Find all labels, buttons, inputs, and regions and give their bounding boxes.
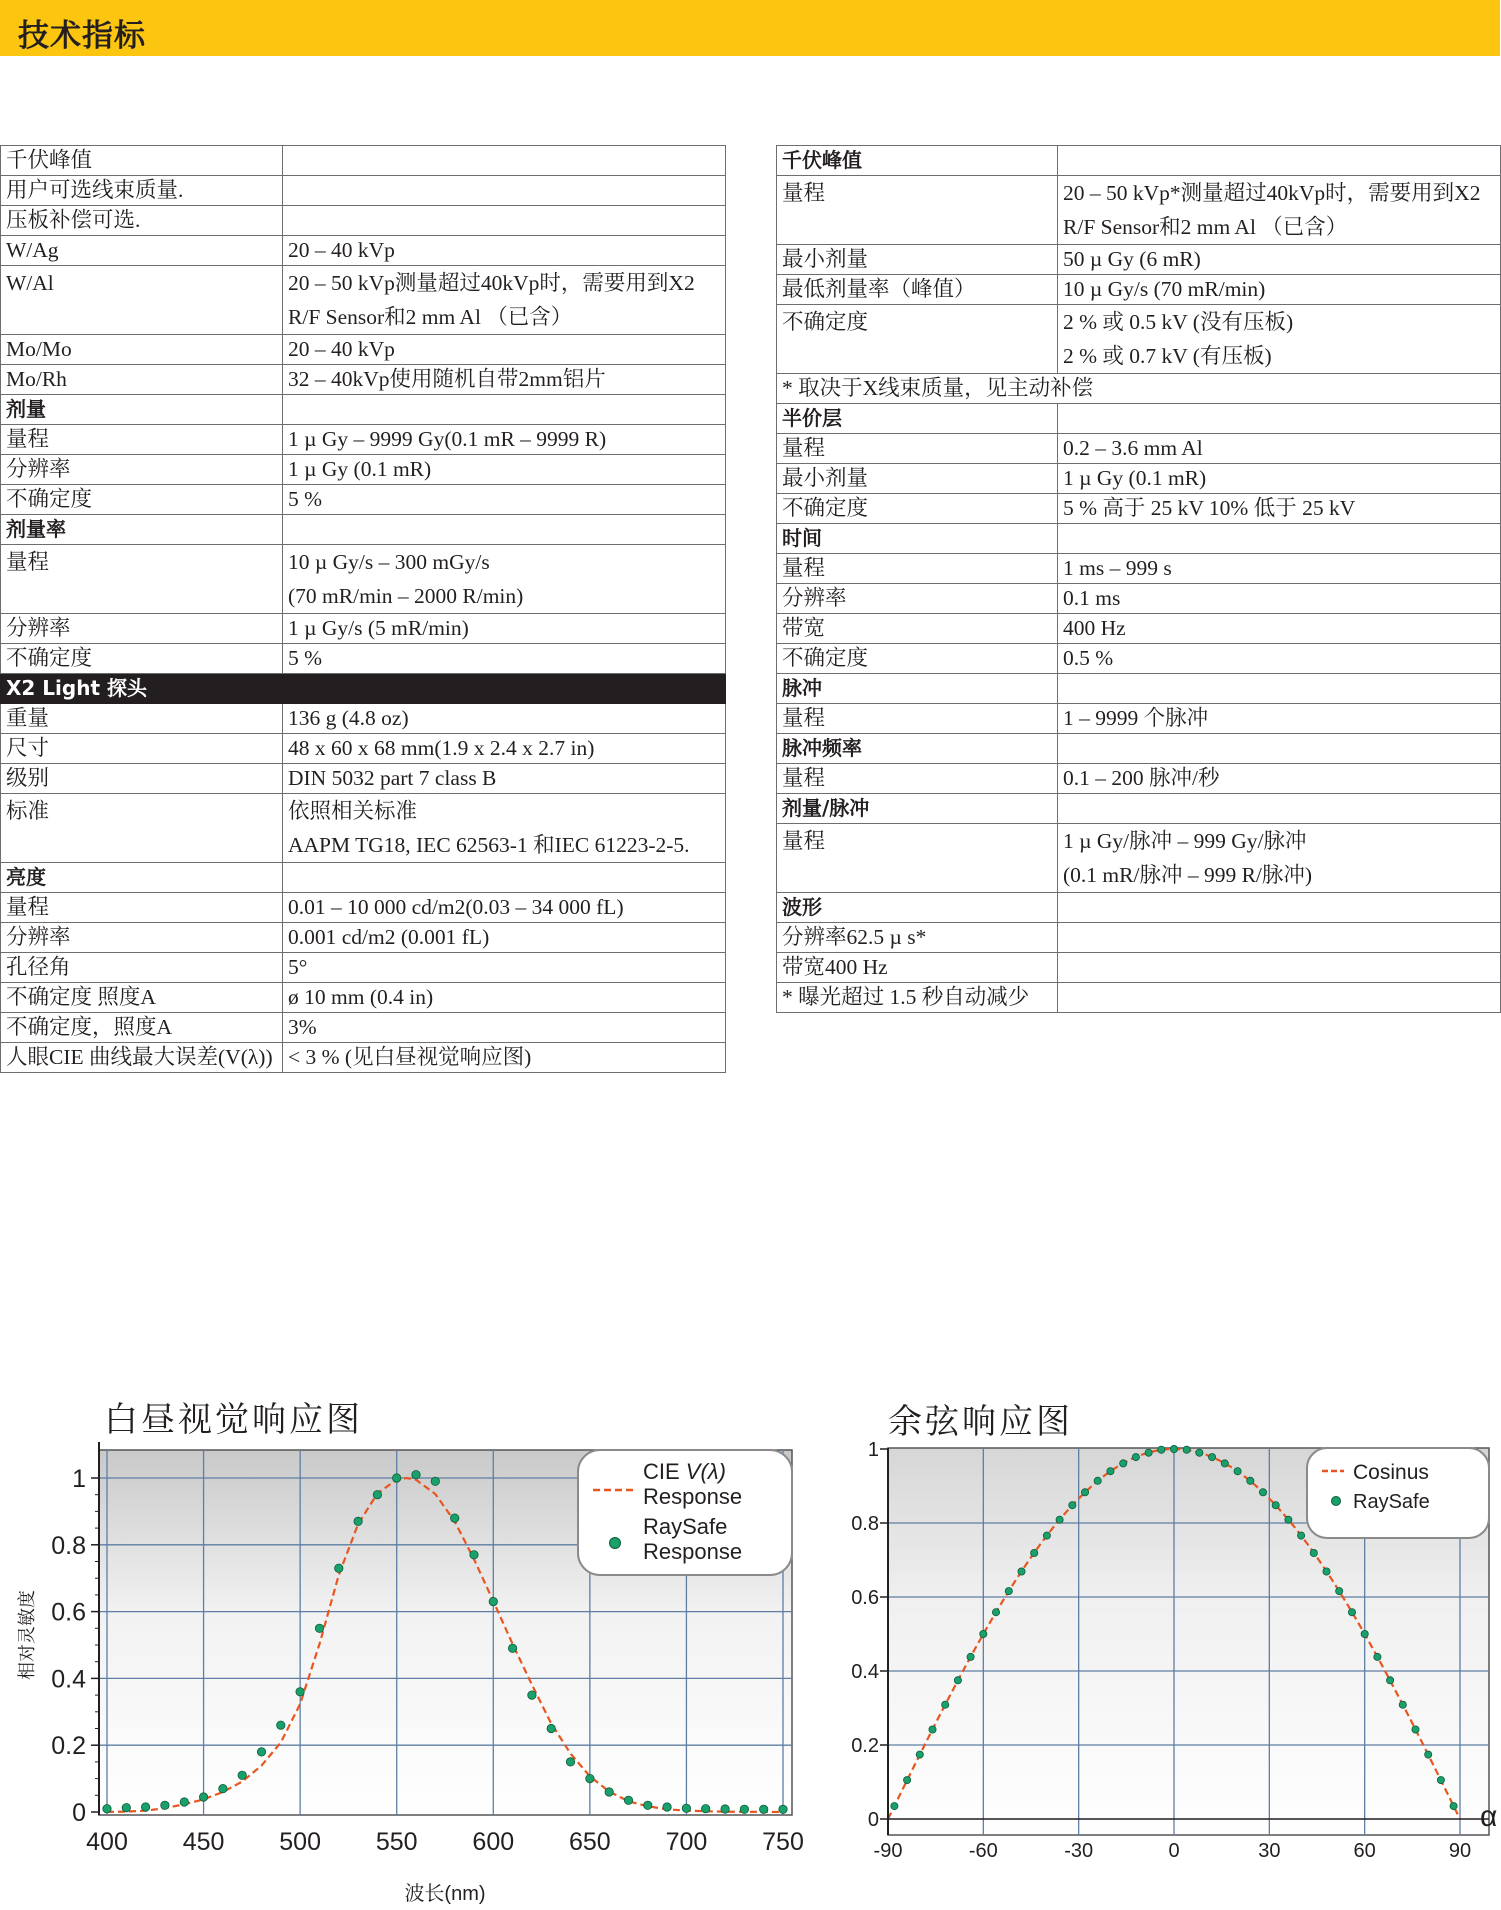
left-spec-row-value: 20 – 50 kVp测量超过40kVp时，需要用到X2 R/F Sensor和2 mm Al （已含）: [283, 266, 726, 335]
photopic-raysafe-point: [586, 1774, 594, 1782]
left-spec-row: [1, 146, 726, 176]
cosine-y-tick-label: 0.8: [851, 1513, 879, 1535]
right-spec-row-label: 剂量/脉冲: [777, 794, 1058, 824]
right-spec-row-value: [1058, 404, 1501, 434]
cosine-raysafe-point: [980, 1630, 987, 1637]
cosine-raysafe-point: [1132, 1454, 1139, 1461]
left-spec-row-label: 标准: [1, 794, 283, 863]
photopic-raysafe-point: [470, 1551, 478, 1559]
right-spec-row-label: 量程: [777, 554, 1058, 584]
photopic-raysafe-point: [682, 1804, 690, 1812]
photopic-y-tick-label: 0.2: [51, 1732, 86, 1761]
cosine-raysafe-point: [1120, 1460, 1127, 1467]
left-spec-row: [1, 176, 726, 206]
right-spec-row: [777, 983, 1501, 1013]
cosine-raysafe-point: [916, 1751, 923, 1758]
right-spec-row-value: 50 µ Gy (6 mR): [1058, 245, 1501, 275]
left-spec-row-value: 20 – 40 kVp: [283, 236, 726, 266]
photopic-raysafe-point: [489, 1597, 497, 1605]
right-spec-row: [777, 824, 1501, 893]
right-spec-row: [777, 524, 1501, 554]
photopic-x-axis-label: 波长(nm): [404, 1883, 486, 1905]
photopic-y-tick-label: 0.4: [51, 1665, 86, 1694]
left-spec-row: [1, 893, 726, 923]
right-spec-row-label: 最小剂量: [777, 245, 1058, 275]
photopic-raysafe-point: [547, 1724, 555, 1732]
cosine-raysafe-point: [1209, 1454, 1216, 1461]
photopic-raysafe-point: [740, 1805, 748, 1813]
right-spec-row-label: 脉冲: [777, 674, 1058, 704]
left-spec-row-value: < 3 % (见白昼视觉响应图): [283, 1043, 726, 1073]
left-spec-row: [1, 983, 726, 1013]
right-spec-row-label: 带宽: [777, 614, 1058, 644]
left-spec-row: [1, 485, 726, 515]
cosine-raysafe-point: [1298, 1532, 1305, 1539]
right-spec-row-label: * 曝光超过 1.5 秒自动减少: [777, 983, 1058, 1013]
right-spec-row: [777, 275, 1501, 305]
right-spec-row-value: 0.2 – 3.6 mm Al: [1058, 434, 1501, 464]
header-bar: [0, 0, 1500, 56]
right-spec-row-value: [1058, 893, 1501, 923]
photopic-raysafe-point: [663, 1803, 671, 1811]
photopic-raysafe-point: [508, 1644, 516, 1652]
cosine-raysafe-point: [1081, 1489, 1088, 1496]
right-spec-row: [777, 674, 1501, 704]
left-spec-row-label: 分辨率: [1, 455, 283, 485]
left-spec-row-value: 5°: [283, 953, 726, 983]
spec-table-left: [0, 145, 726, 1073]
left-spec-row: [1, 953, 726, 983]
cosine-raysafe-point: [1170, 1445, 1177, 1452]
left-spec-row-label: 量程: [1, 893, 283, 923]
cosine-chart-title: 余弦响应图: [888, 1402, 1073, 1442]
photopic-raysafe-point: [528, 1691, 536, 1699]
right-spec-row: [777, 434, 1501, 464]
cosine-legend-dots-label: RaySafe: [1353, 1491, 1430, 1513]
left-spec-row: [1, 1013, 726, 1043]
right-spec-row: [777, 953, 1501, 983]
left-spec-row: [1, 266, 726, 335]
cosine-raysafe-point: [1018, 1568, 1025, 1575]
photopic-raysafe-point: [354, 1517, 362, 1525]
photopic-raysafe-point: [257, 1748, 265, 1756]
left-spec-row: [1, 794, 726, 863]
right-spec-row-label: 脉冲频率: [777, 734, 1058, 764]
left-spec-row-label: 级别: [1, 764, 283, 794]
right-spec-row: [777, 644, 1501, 674]
right-spec-row: [777, 554, 1501, 584]
photopic-raysafe-point: [277, 1721, 285, 1729]
photopic-y-tick-label: 1: [72, 1465, 86, 1493]
cosine-raysafe-point: [1399, 1701, 1406, 1708]
right-spec-row-label: 不确定度: [777, 305, 1058, 374]
left-spec-row-label: 不确定度，照度A: [1, 1013, 283, 1043]
right-spec-row-value: 0.1 – 200 脉冲/秒: [1058, 764, 1501, 794]
left-spec-row-value: DIN 5032 part 7 class B: [283, 764, 726, 794]
left-spec-row: [1, 206, 726, 236]
left-spec-row: [1, 674, 726, 704]
right-spec-row-value: [1058, 674, 1501, 704]
cosine-legend-dot-swatch: [1332, 1497, 1341, 1506]
right-spec-row: [777, 614, 1501, 644]
photopic-raysafe-point: [624, 1796, 632, 1804]
left-spec-row: [1, 395, 726, 425]
right-spec-row-value: [1058, 734, 1501, 764]
left-spec-row-label: 不确定度: [1, 644, 283, 674]
cosine-response-chart: [851, 1400, 1500, 1900]
right-spec-row-label: 最小剂量: [777, 464, 1058, 494]
left-spec-row-label: W/Al: [1, 266, 283, 335]
right-spec-row-label: * 取决于X线束质量，见主动补偿: [777, 374, 1501, 404]
right-spec-row-label: 量程: [777, 176, 1058, 245]
photopic-raysafe-point: [373, 1491, 381, 1499]
right-spec-row-value: 1 – 9999 个脉冲: [1058, 704, 1501, 734]
right-spec-row-value: 10 µ Gy/s (70 mR/min): [1058, 275, 1501, 305]
left-spec-row: [1, 1043, 726, 1073]
left-spec-row-value: 0.01 – 10 000 cd/m2(0.03 – 34 000 fL): [283, 893, 726, 923]
photopic-raysafe-point: [702, 1805, 710, 1813]
left-spec-row-label: W/Ag: [1, 236, 283, 266]
cosine-raysafe-point: [1031, 1549, 1038, 1556]
right-spec-row: [777, 305, 1501, 374]
left-spec-row-label: 量程: [1, 425, 283, 455]
left-spec-row: [1, 923, 726, 953]
right-spec-row-value: 20 – 50 kVp*测量超过40kVp时，需要用到X2 R/F Sensor和2 mm Al （已含）: [1058, 176, 1501, 245]
right-spec-row: [777, 245, 1501, 275]
left-spec-row: [1, 545, 726, 614]
right-spec-row: [777, 764, 1501, 794]
photopic-raysafe-point: [199, 1793, 207, 1801]
left-spec-row-label: 重量: [1, 704, 283, 734]
cosine-x-tick-label: 60: [1353, 1840, 1376, 1862]
photopic-x-tick-label: 700: [665, 1828, 708, 1856]
photopic-raysafe-point: [605, 1788, 613, 1796]
cosine-raysafe-point: [891, 1803, 898, 1810]
photopic-raysafe-point: [219, 1784, 227, 1792]
right-spec-row-label: 分辨率: [777, 584, 1058, 614]
cosine-x-tick-label: 0: [1168, 1840, 1180, 1862]
right-spec-row-label: 最低剂量率（峰值）: [777, 275, 1058, 305]
left-spec-row-value: 5 %: [283, 644, 726, 674]
cosine-x-tick-label: -30: [1064, 1840, 1094, 1862]
right-spec-row: [777, 734, 1501, 764]
cosine-raysafe-point: [1158, 1446, 1165, 1453]
right-spec-row-label: 半价层: [777, 404, 1058, 434]
cosine-raysafe-point: [1310, 1549, 1317, 1556]
left-spec-row-value: 1 µ Gy – 9999 Gy(0.1 mR – 9999 R): [283, 425, 726, 455]
right-spec-row: [777, 176, 1501, 245]
right-spec-row-label: 不确定度: [777, 494, 1058, 524]
right-spec-row-label: 量程: [777, 824, 1058, 893]
cosine-raysafe-point: [1412, 1726, 1419, 1733]
left-spec-row-value: 依照相关标准 AAPM TG18, IEC 62563-1 和IEC 61223-2-5.: [283, 794, 726, 863]
right-spec-row: [777, 794, 1501, 824]
cosine-raysafe-point: [1374, 1653, 1381, 1660]
left-spec-row-label: 用户可选线束质量.: [1, 176, 283, 206]
left-spec-row-value: [283, 863, 726, 893]
left-spec-row: [1, 764, 726, 794]
photopic-y-axis-label: 相对灵敏度: [17, 1590, 37, 1680]
left-spec-row: [1, 644, 726, 674]
cosine-raysafe-point: [1005, 1588, 1012, 1595]
left-spec-row: [1, 734, 726, 764]
left-spec-row-value: 10 µ Gy/s – 300 mGy/s (70 mR/min – 2000 R/min): [283, 545, 726, 614]
photopic-raysafe-point: [180, 1798, 188, 1806]
left-spec-row-label: Mo/Mo: [1, 335, 283, 365]
cosine-raysafe-point: [1094, 1477, 1101, 1484]
left-spec-row-value: ø 10 mm (0.4 in): [283, 983, 726, 1013]
photopic-raysafe-point: [103, 1805, 111, 1813]
left-spec-row-value: 32 – 40kVp使用随机自带2mm铝片: [283, 365, 726, 395]
cosine-raysafe-point: [992, 1609, 999, 1616]
left-spec-row-value: [283, 146, 726, 176]
cosine-raysafe-point: [942, 1701, 949, 1708]
right-spec-row: [777, 146, 1501, 176]
right-spec-row-label: 量程: [777, 704, 1058, 734]
photopic-x-tick-label: 550: [375, 1828, 418, 1856]
right-spec-row-value: 2 % 或 0.5 kV (没有压板) 2 % 或 0.7 kV (有压板): [1058, 305, 1501, 374]
cosine-raysafe-point: [1336, 1588, 1343, 1595]
spec-table-right: [776, 145, 1501, 1013]
right-spec-row-value: [1058, 524, 1501, 554]
cosine-y-tick-label: 0.2: [851, 1735, 879, 1757]
left-spec-row-label: 分辨率: [1, 923, 283, 953]
cosine-x-tick-label: 90: [1448, 1840, 1472, 1862]
photopic-x-tick-label: 600: [472, 1828, 515, 1856]
photopic-raysafe-point: [335, 1564, 343, 1572]
left-spec-row-label: 量程: [1, 545, 283, 614]
photopic-x-tick-label: 500: [279, 1828, 322, 1856]
left-spec-row: [1, 236, 726, 266]
left-spec-row: [1, 704, 726, 734]
right-spec-row-value: [1058, 983, 1501, 1013]
photopic-x-tick-label: 650: [568, 1828, 611, 1856]
right-spec-row-label: 带宽400 Hz: [777, 953, 1058, 983]
right-spec-row: [777, 464, 1501, 494]
cosine-raysafe-point: [1259, 1489, 1266, 1496]
left-spec-row-value: 48 x 60 x 68 mm(1.9 x 2.4 x 2.7 in): [283, 734, 726, 764]
photopic-raysafe-point: [779, 1805, 787, 1813]
left-spec-row: [1, 614, 726, 644]
left-spec-row-label: Mo/Rh: [1, 365, 283, 395]
photopic-x-tick-label: 400: [86, 1828, 128, 1856]
photopic-y-tick-label: 0.6: [51, 1598, 86, 1627]
left-spec-row-value: [283, 674, 726, 704]
cosine-x-tick-label: -90: [873, 1840, 903, 1862]
left-spec-row-value: 20 – 40 kVp: [283, 335, 726, 365]
right-spec-row-value: 5 % 高于 25 kV 10% 低于 25 kV: [1058, 494, 1501, 524]
cosine-raysafe-point: [1043, 1532, 1050, 1539]
photopic-raysafe-point: [431, 1477, 439, 1485]
right-spec-row: [777, 704, 1501, 734]
cosine-raysafe-point: [1272, 1502, 1279, 1509]
right-spec-row-value: 0.5 %: [1058, 644, 1501, 674]
right-spec-row-value: [1058, 146, 1501, 176]
cosine-raysafe-point: [1247, 1477, 1254, 1484]
photopic-legend-dots-label: RaySafe: [643, 1514, 728, 1539]
photopic-raysafe-point: [566, 1758, 574, 1766]
right-spec-row-label: 千伏峰值: [777, 146, 1058, 176]
cosine-raysafe-point: [1323, 1568, 1330, 1575]
left-spec-row-value: [283, 395, 726, 425]
left-spec-row-label: 孔径角: [1, 953, 283, 983]
left-spec-row-label: 亮度: [1, 863, 283, 893]
left-spec-row-value: 3%: [283, 1013, 726, 1043]
photopic-raysafe-point: [644, 1801, 652, 1809]
cosine-x-tick-label: -60: [968, 1840, 998, 1862]
photopic-raysafe-point: [238, 1771, 246, 1779]
left-spec-row: [1, 335, 726, 365]
left-spec-row-label: 不确定度: [1, 485, 283, 515]
photopic-raysafe-point: [161, 1801, 169, 1809]
photopic-raysafe-point: [721, 1805, 729, 1813]
left-spec-row-value: [283, 176, 726, 206]
photopic-chart-title: 白昼视觉响应图: [104, 1400, 363, 1440]
left-spec-row: [1, 863, 726, 893]
cosine-raysafe-point: [1450, 1803, 1457, 1810]
photopic-x-tick-label: 450: [182, 1828, 225, 1856]
cosine-raysafe-point: [1107, 1468, 1114, 1475]
cosine-raysafe-point: [1196, 1449, 1203, 1456]
cosine-raysafe-point: [1437, 1777, 1444, 1784]
right-spec-row-value: 1 µ Gy/脉冲 – 999 Gy/脉冲 (0.1 mR/脉冲 – 999 R/脉冲): [1058, 824, 1501, 893]
cosine-raysafe-point: [1285, 1516, 1292, 1523]
cosine-y-tick-label: 0.6: [851, 1587, 879, 1609]
left-spec-row-value: 0.001 cd/m2 (0.001 fL): [283, 923, 726, 953]
right-spec-row-label: 时间: [777, 524, 1058, 554]
cosine-raysafe-point: [1183, 1446, 1190, 1453]
left-spec-row-value: [283, 515, 726, 545]
photopic-legend-line-label: CIE V(λ): [643, 1459, 726, 1484]
right-spec-row: [777, 494, 1501, 524]
right-spec-row-label: 不确定度: [777, 644, 1058, 674]
left-spec-row-value: 1 µ Gy/s (5 mR/min): [283, 614, 726, 644]
cosine-raysafe-point: [904, 1777, 911, 1784]
cosine-raysafe-point: [1069, 1502, 1076, 1509]
photopic-y-tick-label: 0.8: [51, 1531, 86, 1560]
left-spec-row-value: [283, 206, 726, 236]
left-spec-row-value: 5 %: [283, 485, 726, 515]
right-spec-row: [777, 374, 1501, 404]
cosine-raysafe-point: [1361, 1630, 1368, 1637]
right-spec-row-value: 1 ms – 999 s: [1058, 554, 1501, 584]
photopic-legend-dot-swatch: [610, 1538, 621, 1549]
cosine-raysafe-point: [1348, 1609, 1355, 1616]
photopic-raysafe-point: [451, 1514, 459, 1522]
left-spec-row-label: 人眼CIE 曲线最大误差(V(λ)): [1, 1043, 283, 1073]
cosine-y-tick-label: 1: [867, 1439, 879, 1461]
right-spec-row: [777, 893, 1501, 923]
photopic-y-tick-label: 0: [72, 1799, 86, 1827]
right-spec-row: [777, 404, 1501, 434]
left-spec-row-label: 尺寸: [1, 734, 283, 764]
cosine-raysafe-point: [1221, 1460, 1228, 1467]
photopic-raysafe-point: [141, 1803, 149, 1811]
cosine-raysafe-point: [954, 1677, 961, 1684]
cosine-raysafe-point: [1234, 1468, 1241, 1475]
cosine-raysafe-point: [1387, 1677, 1394, 1684]
right-spec-row: [777, 923, 1501, 953]
left-spec-row-label: 千伏峰值: [1, 146, 283, 176]
right-spec-row-value: 1 µ Gy (0.1 mR): [1058, 464, 1501, 494]
cosine-raysafe-point: [967, 1653, 974, 1660]
right-spec-row: [777, 584, 1501, 614]
cosine-raysafe-point: [1145, 1449, 1152, 1456]
right-spec-row-value: 400 Hz: [1058, 614, 1501, 644]
left-spec-row: [1, 455, 726, 485]
right-spec-row-value: [1058, 794, 1501, 824]
right-spec-row-label: 量程: [777, 434, 1058, 464]
left-spec-row: [1, 515, 726, 545]
photopic-raysafe-point: [760, 1805, 768, 1813]
cosine-x-tick-label: 30: [1258, 1840, 1281, 1862]
left-spec-row: [1, 365, 726, 395]
photopic-raysafe-point: [122, 1804, 130, 1812]
photopic-response-chart: [0, 1390, 804, 1910]
photopic-raysafe-point: [412, 1471, 420, 1479]
photopic-raysafe-point: [296, 1688, 304, 1696]
right-spec-row-value: [1058, 953, 1501, 983]
cosine-raysafe-point: [1425, 1751, 1432, 1758]
page-title: 技术指标: [18, 18, 146, 54]
right-spec-row-label: 分辨率62.5 µ s*: [777, 923, 1058, 953]
photopic-legend-line-label-2: Response: [643, 1484, 743, 1509]
left-spec-row-label: 剂量: [1, 395, 283, 425]
left-spec-row-label: 分辨率: [1, 614, 283, 644]
right-spec-row-value: 0.1 ms: [1058, 584, 1501, 614]
cosine-y-tick-label: 0: [867, 1809, 879, 1831]
photopic-x-tick-label: 750: [762, 1828, 804, 1856]
photopic-legend-dots-label-2: Response: [643, 1539, 743, 1564]
cosine-raysafe-point: [929, 1726, 936, 1733]
right-spec-row-value: [1058, 923, 1501, 953]
left-spec-row-label: 压板补偿可选.: [1, 206, 283, 236]
cosine-raysafe-point: [1056, 1516, 1063, 1523]
photopic-raysafe-point: [315, 1624, 323, 1632]
left-spec-row-label: 剂量率: [1, 515, 283, 545]
cosine-y-tick-label: 0.4: [851, 1661, 879, 1683]
left-spec-row-value: 1 µ Gy (0.1 mR): [283, 455, 726, 485]
right-spec-row-label: 波形: [777, 893, 1058, 923]
cosine-legend-line-label: Cosinus: [1353, 1461, 1429, 1484]
cosine-x-axis-label: α: [1480, 1800, 1498, 1833]
left-spec-row-label: 不确定度 照度A: [1, 983, 283, 1013]
photopic-raysafe-point: [393, 1474, 401, 1482]
left-spec-row-value: 136 g (4.8 oz): [283, 704, 726, 734]
left-spec-row: [1, 425, 726, 455]
right-spec-row-label: 量程: [777, 764, 1058, 794]
left-spec-row-label: X2 Light 探头: [1, 674, 283, 704]
